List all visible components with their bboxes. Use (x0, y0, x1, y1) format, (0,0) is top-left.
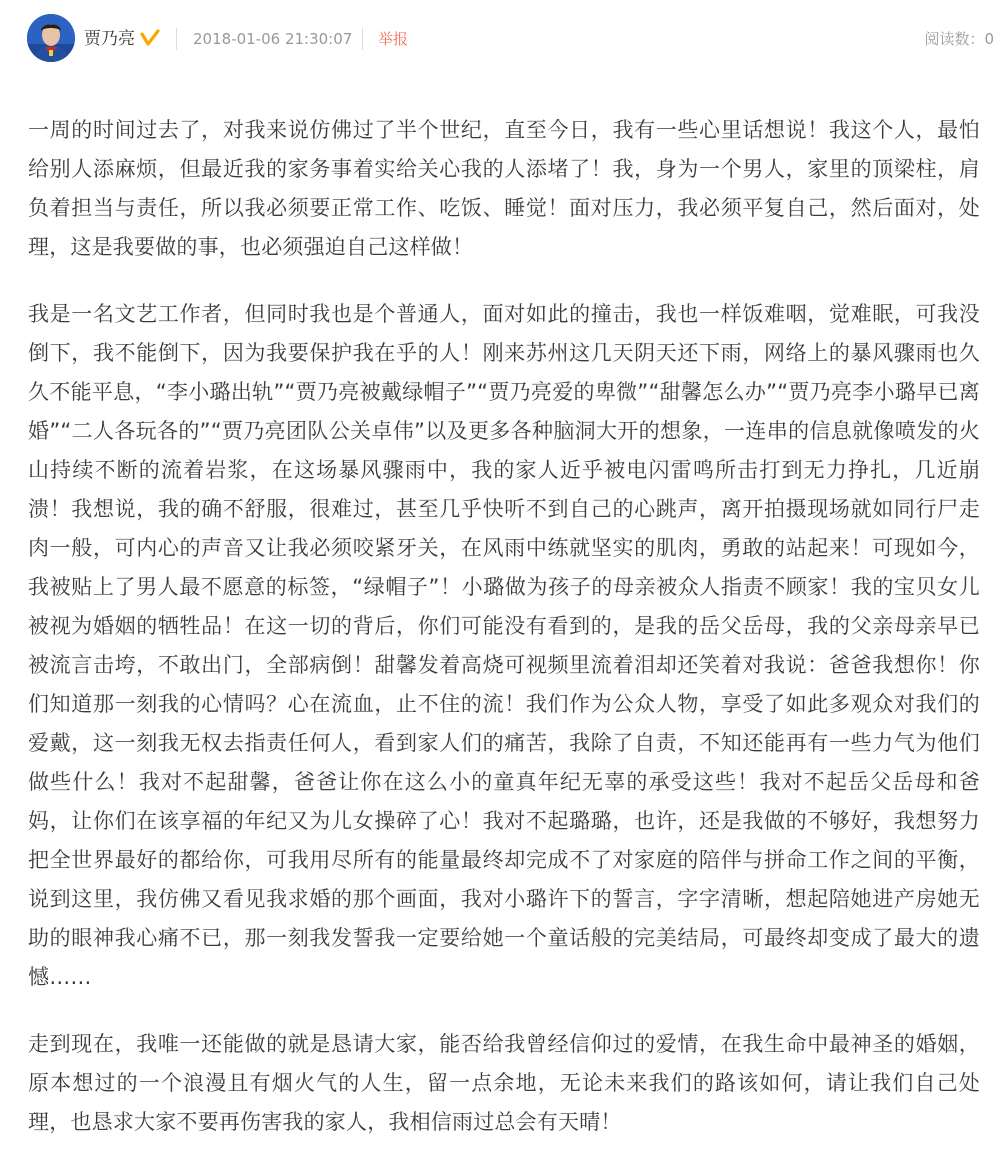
post-paragraph: 我是一名文艺工作者，但同时我也是个普通人，面对如此的撞击，我也一样饭难咽，觉难眠，可我没倒下，我不能倒下，因为我要保护我在乎的人！刚来苏州这几天阴天还下雨，网络上的暴风骤雨也久久不能平息，“李小璐出轨”“贾乃亮被戴绿帽子”“贾乃亮爱的卑微”“甜馨怎么办”“贾乃亮李小璐早已离婚”“二人各玩各的”“贾乃亮团队公关卓伟”以及更多各种脑洞大开的想象，一连串的信息就像喷发的火山持续不断的流着岩浆，在这场暴风骤雨中，我的家人近乎被电闪雷鸣所击打到无力挣扎，几近崩溃！我想说，我的确不舒服，很难过，甚至几乎快听不到自己的心跳声，离开拍摄现场就如同行尸走肉一般，可内心的声音又让我必须咬紧牙关，在风雨中练就坚实的肌肉，勇敢的站起来！可现如今，我被贴上了男人最不愿意的标签，“绿帽子”！小璐做为孩子的母亲被众人指责不顾家！我的宝贝女儿被视为婚姻的牺牲品！在这一切的背后，你们可能没有看到的，是我的岳父岳母，我的父亲母亲早已被流言击垮，不敢出门，全部病倒！甜馨发着高烧可视频里流着泪却还笑着对我说：爸爸我想你！你们知道那一刻我的心情吗？心在流血，止不住的流！我们作为公众人物，享受了如此多观众对我们的爱戴，这一刻我无权去指责任何人，看到家人们的痛苦，我除了自责，不知还能再有一些力气为他们做些什么！我对不起甜馨，爸爸让你在这么小的童真年纪无辜的承受这些！我对不起岳父岳母和爸妈，让你们在该享福的年纪又为儿女操碎了心！我对不起璐璐，也许，还是我做的不够好，我想努力把全世界最好的都给你，可我用尽所有的能量最终却完成不了对家庭的陪伴与拼命工作之间的平衡，说到这里，我仿佛又看见我求婚的那个画面，我对小璐许下的誓言，字字清晰，想起陪她进产房她无助的眼神我心痛不已，那一刻我发誓我一定要给她一个童话般的完美结局，可最终却变成了最大的遗憾…… (28, 302, 980, 989)
post-paragraph: 一周的时间过去了，对我来说仿佛过了半个世纪，直至今日，我有一些心里话想说！我这个人，最怕给别人添麻烦，但最近我的家务事着实给关心我的人添堵了！我，身为一个男人，家里的顶梁柱，肩负着担当与责任，所以我必须要正常工作、吃饭、睡觉！面对压力，我必须平复自己，然后面对，处理，这是我要做的事，也必须强迫自己这样做！ (28, 118, 980, 259)
post-header (0, 0, 1000, 80)
read-count: 阅读数：0 (924, 30, 994, 48)
post-body (28, 111, 980, 1170)
user-avatar-icon[interactable] (27, 14, 75, 62)
header-divider (176, 28, 177, 50)
post-timestamp: 2018-01-06 21:30:07 (193, 30, 353, 48)
post-paragraph: 走到现在，我唯一还能做的就是恳请大家，能否给我曾经信仰过的爱情，在我生命中最神圣的婚姻，原本想过的一个浪漫且有烟火气的人生，留一点余地，无论未来我们的路该如何，请让我们自己处理，也恳求大家不要再伤害我的家人，我相信雨过总会有天晴！ (28, 1032, 980, 1134)
verified-badge-icon (139, 27, 161, 49)
author-name[interactable]: 贾乃亮 (84, 29, 135, 49)
report-link[interactable]: 举报 (378, 30, 409, 48)
header-divider (362, 28, 363, 50)
